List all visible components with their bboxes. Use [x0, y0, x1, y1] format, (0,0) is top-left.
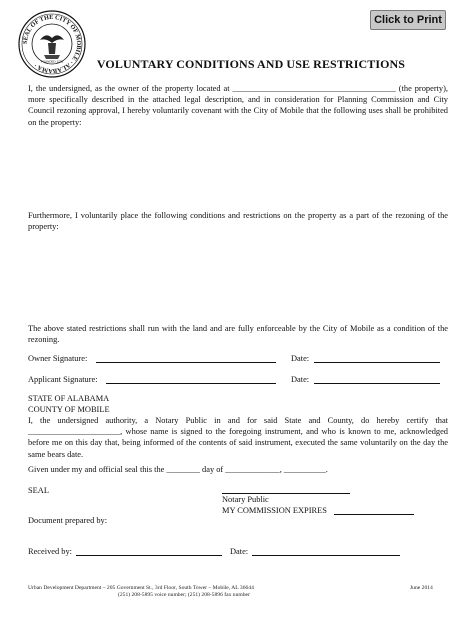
owner-date-field[interactable] — [314, 353, 440, 363]
commission-expires-label: MY COMMISSION EXPIRES — [222, 506, 327, 515]
notary-public-label: Notary Public — [222, 495, 269, 504]
notary-certification-paragraph: I, the undersigned authority, a Notary Public in and for said State and County, do hereby certify that ______________________, whose name is signed to the foregoing instrument, and who is known to me, acknowledged before me on this day that, being informed of the contents of said instrument, executed the same voluntarily on the day the same bears date. — [28, 416, 448, 459]
received-by-field[interactable] — [76, 546, 222, 556]
owner-signature-field[interactable] — [96, 353, 276, 363]
seal-inner-text: FOUNDED 1702 — [40, 59, 64, 64]
page-title: VOLUNTARY CONDITIONS AND USE RESTRICTIONS — [96, 57, 406, 71]
applicant-date-field[interactable] — [314, 374, 440, 384]
footer-date: June 2014 — [410, 585, 433, 591]
received-date-label: Date: — [230, 547, 249, 556]
owner-signature-label: Owner Signature: — [28, 354, 88, 363]
state-heading: STATE OF ALABAMA — [28, 394, 110, 403]
owner-date-label: Date: — [291, 354, 310, 363]
applicant-date-label: Date: — [291, 375, 310, 384]
conditions-paragraph: Furthermore, I voluntarily place the following conditions and restrictions on the property as a part of the rezoning of the property: — [28, 211, 448, 232]
city-seal — [18, 10, 86, 78]
seal-ring-text: SEAL OF THE CITY OF MOBILE · ALABAMA · — [21, 13, 83, 75]
applicant-signature-field[interactable] — [106, 374, 276, 384]
footer-phone-fax: (251) 208-5895 voice number; (251) 208-5896 fax number — [118, 592, 250, 598]
owner-covenant-paragraph: I, the undersigned, as the owner of the property located at _______________________________________ (the property), more specifically described in the attached legal description, and in consideration for Planning Commission and City Council rezoning approval, I hereby voluntarily covenant with the City of Mobile that the following uses shall be prohibited on the property: — [28, 84, 448, 127]
click-to-print-button[interactable]: Click to Print — [370, 10, 446, 30]
applicant-signature-label: Applicant Signature: — [28, 375, 98, 384]
commission-expires-field[interactable] — [334, 505, 414, 515]
county-heading: COUNTY OF MOBILE — [28, 405, 110, 414]
given-under-seal-line: Given under my and official seal this the ________ day of _____________, __________. — [28, 465, 328, 474]
enforceable-paragraph: The above stated restrictions shall run with the land and are fully enforceable by the City of Mobile as a condition of the rezoning. — [28, 324, 448, 345]
document-prepared-by-label: Document prepared by: — [28, 516, 108, 525]
seal-label: SEAL — [28, 486, 49, 495]
received-date-field[interactable] — [252, 546, 400, 556]
notary-signature-field[interactable] — [222, 484, 350, 494]
footer-address: Urban Development Department – 205 Government St., 3rd Floor, South Tower – Mobile, AL 36644 — [28, 585, 254, 591]
city-seal-icon — [18, 10, 86, 78]
received-by-label: Received by: — [28, 547, 72, 556]
